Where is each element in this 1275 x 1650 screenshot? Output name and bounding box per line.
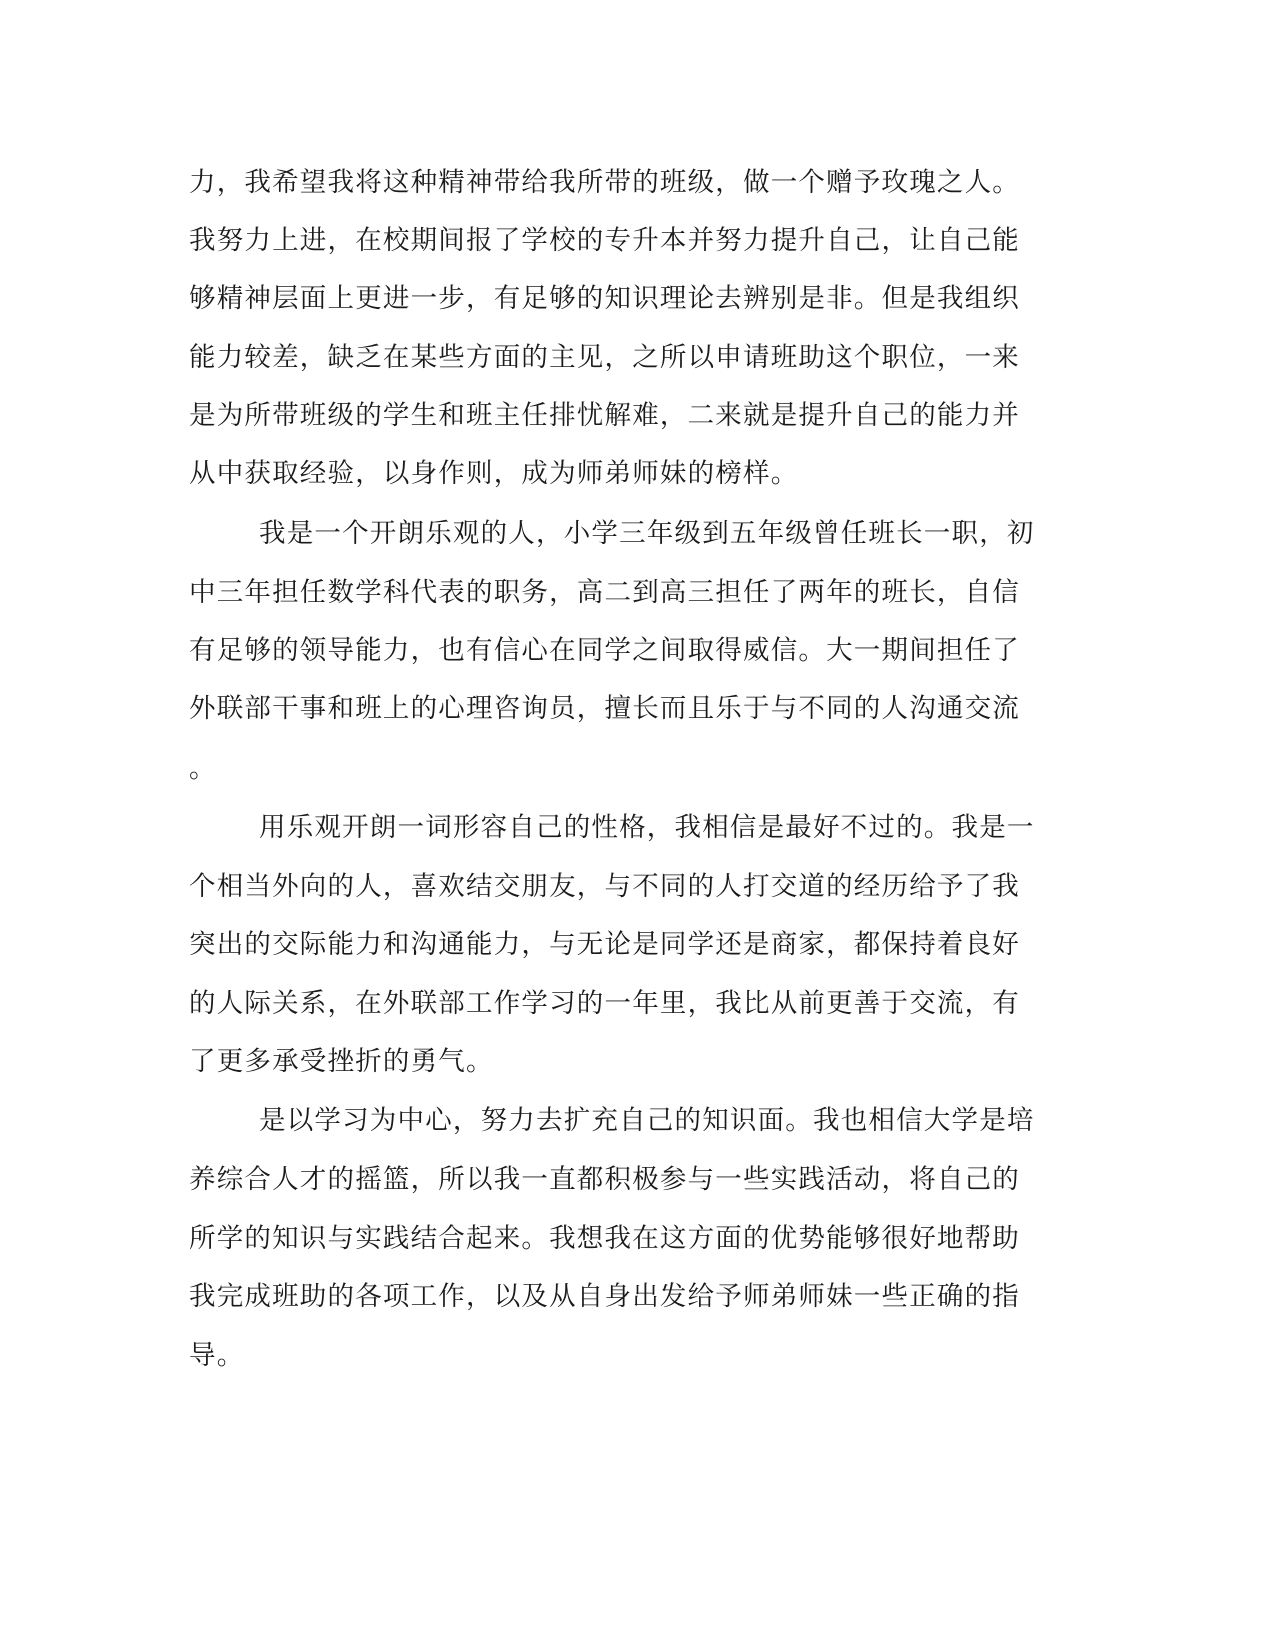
paragraph-first-line: 用乐观开朗一词形容自己的性格，我相信是最好不过的。我是一 (259, 812, 1035, 843)
text-line: 所学的知识与实践结合起来。我想我在这方面的优势能够很好地帮助 (189, 1223, 1020, 1254)
text-line: 是为所带班级的学生和班主任排忧解难，二来就是提升自己的能力并 (189, 400, 1020, 431)
text-line: 中三年担任数学科代表的职务，高二到高三担任了两年的班长，自信 (189, 577, 1020, 608)
text-line: 够精神层面上更进一步，有足够的知识理论去辨别是非。但是我组织 (189, 283, 1020, 314)
text-line: 。 (189, 753, 217, 784)
paragraph-first-line: 是以学习为中心，努力去扩充自己的知识面。我也相信大学是培 (259, 1105, 1035, 1136)
text-line: 力，我希望我将这种精神带给我所带的班级，做一个赠予玫瑰之人。 (189, 167, 1020, 198)
text-line: 养综合人才的摇篮，所以我一直都积极参与一些实践活动，将自己的 (189, 1164, 1020, 1195)
text-line: 有足够的领导能力，也有信心在同学之间取得威信。大一期间担任了 (189, 635, 1020, 666)
text-line: 导。 (189, 1340, 245, 1371)
text-line: 我努力上进，在校期间报了学校的专升本并努力提升自己，让自己能 (189, 225, 1020, 256)
text-line: 我完成班助的各项工作，以及从自身出发给予师弟师妹一些正确的指 (189, 1281, 1020, 1312)
text-line: 突出的交际能力和沟通能力，与无论是同学还是商家，都保持着良好 (189, 929, 1020, 960)
text-line: 外联部干事和班上的心理咨询员，擅长而且乐于与不同的人沟通交流 (189, 693, 1020, 724)
text-line: 能力较差，缺乏在某些方面的主见，之所以申请班助这个职位，一来 (189, 342, 1020, 373)
text-line: 从中获取经验，以身作则，成为师弟师妹的榜样。 (189, 458, 799, 489)
text-line: 的人际关系，在外联部工作学习的一年里，我比从前更善于交流，有 (189, 988, 1020, 1019)
text-line: 了更多承受挫折的勇气。 (189, 1046, 494, 1077)
text-line: 个相当外向的人，喜欢结交朋友，与不同的人打交道的经历给予了我 (189, 871, 1020, 902)
paragraph-first-line: 我是一个开朗乐观的人，小学三年级到五年级曾任班长一职，初 (259, 518, 1035, 549)
